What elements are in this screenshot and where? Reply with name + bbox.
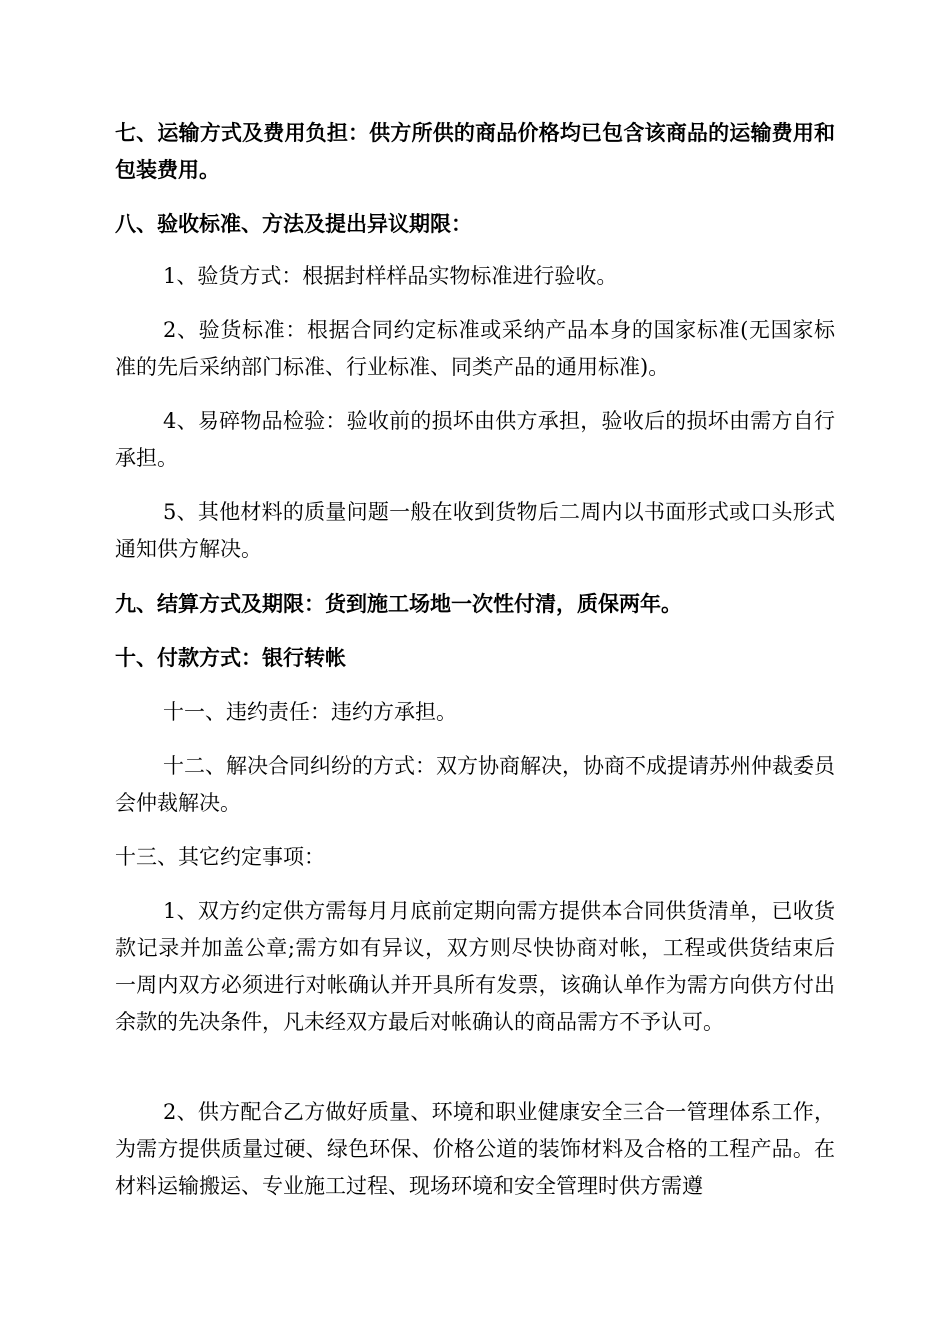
clause-11-liability: 十一、违约责任：违约方承担。 — [163, 700, 457, 724]
clause-8-acceptance: 八、验收标准、方法及提出异议期限： — [115, 212, 472, 236]
clause-13-item-1: 1、双方约定供方需每月月底前定期向需方提供本合同供货清单，已收货款记录并加盖公章;需方如有异议，双方则尽快协商对帐，工程或供货结束后一周内双方必须进行对帐确认并开具所有发票，该确认单作为需方向供方付出余款的先决条件，凡未经双方最后对帐确认的商品需方不予认可。 — [115, 899, 835, 1034]
clause-13-other: 十三、其它约定事项： — [115, 845, 325, 869]
clause-10-payment: 十、付款方式：银行转帐 — [115, 646, 346, 670]
clause-8-item-5: 5、其他材料的质量问题一般在收到货物后二周内以书面形式或口头形式通知供方解决。 — [115, 500, 835, 561]
clause-9-settlement: 九、结算方式及期限：货到施工场地一次性付清，质保两年。 — [115, 592, 682, 616]
clause-8-item-2: 2、验货标准：根据合同约定标准或采纳产品本身的国家标准(无国家标准的先后采纳部门标准、行业标准、同类产品的通用标准)。 — [115, 318, 835, 379]
clause-7-transport: 七、运输方式及费用负担：供方所供的商品价格均已包含该商品的运输费用和包装费用。 — [115, 121, 835, 182]
clause-12-disputes: 十二、解决合同纠纷的方式：双方协商解决，协商不成提请苏州仲裁委员会仲裁解决。 — [115, 754, 835, 815]
clause-13-item-2: 2、供方配合乙方做好质量、环境和职业健康安全三合一管理体系工作，为需方提供质量过硬、绿色环保、价格公道的装饰材料及合格的工程产品。在材料运输搬运、专业施工过程、现场环境和安全管理时供方需遵 — [115, 1100, 835, 1198]
clause-8-item-4: 4、易碎物品检验：验收前的损坏由供方承担，验收后的损坏由需方自行承担。 — [115, 409, 835, 470]
clause-8-item-1: 1、验货方式：根据封样样品实物标准进行验收。 — [163, 264, 618, 288]
